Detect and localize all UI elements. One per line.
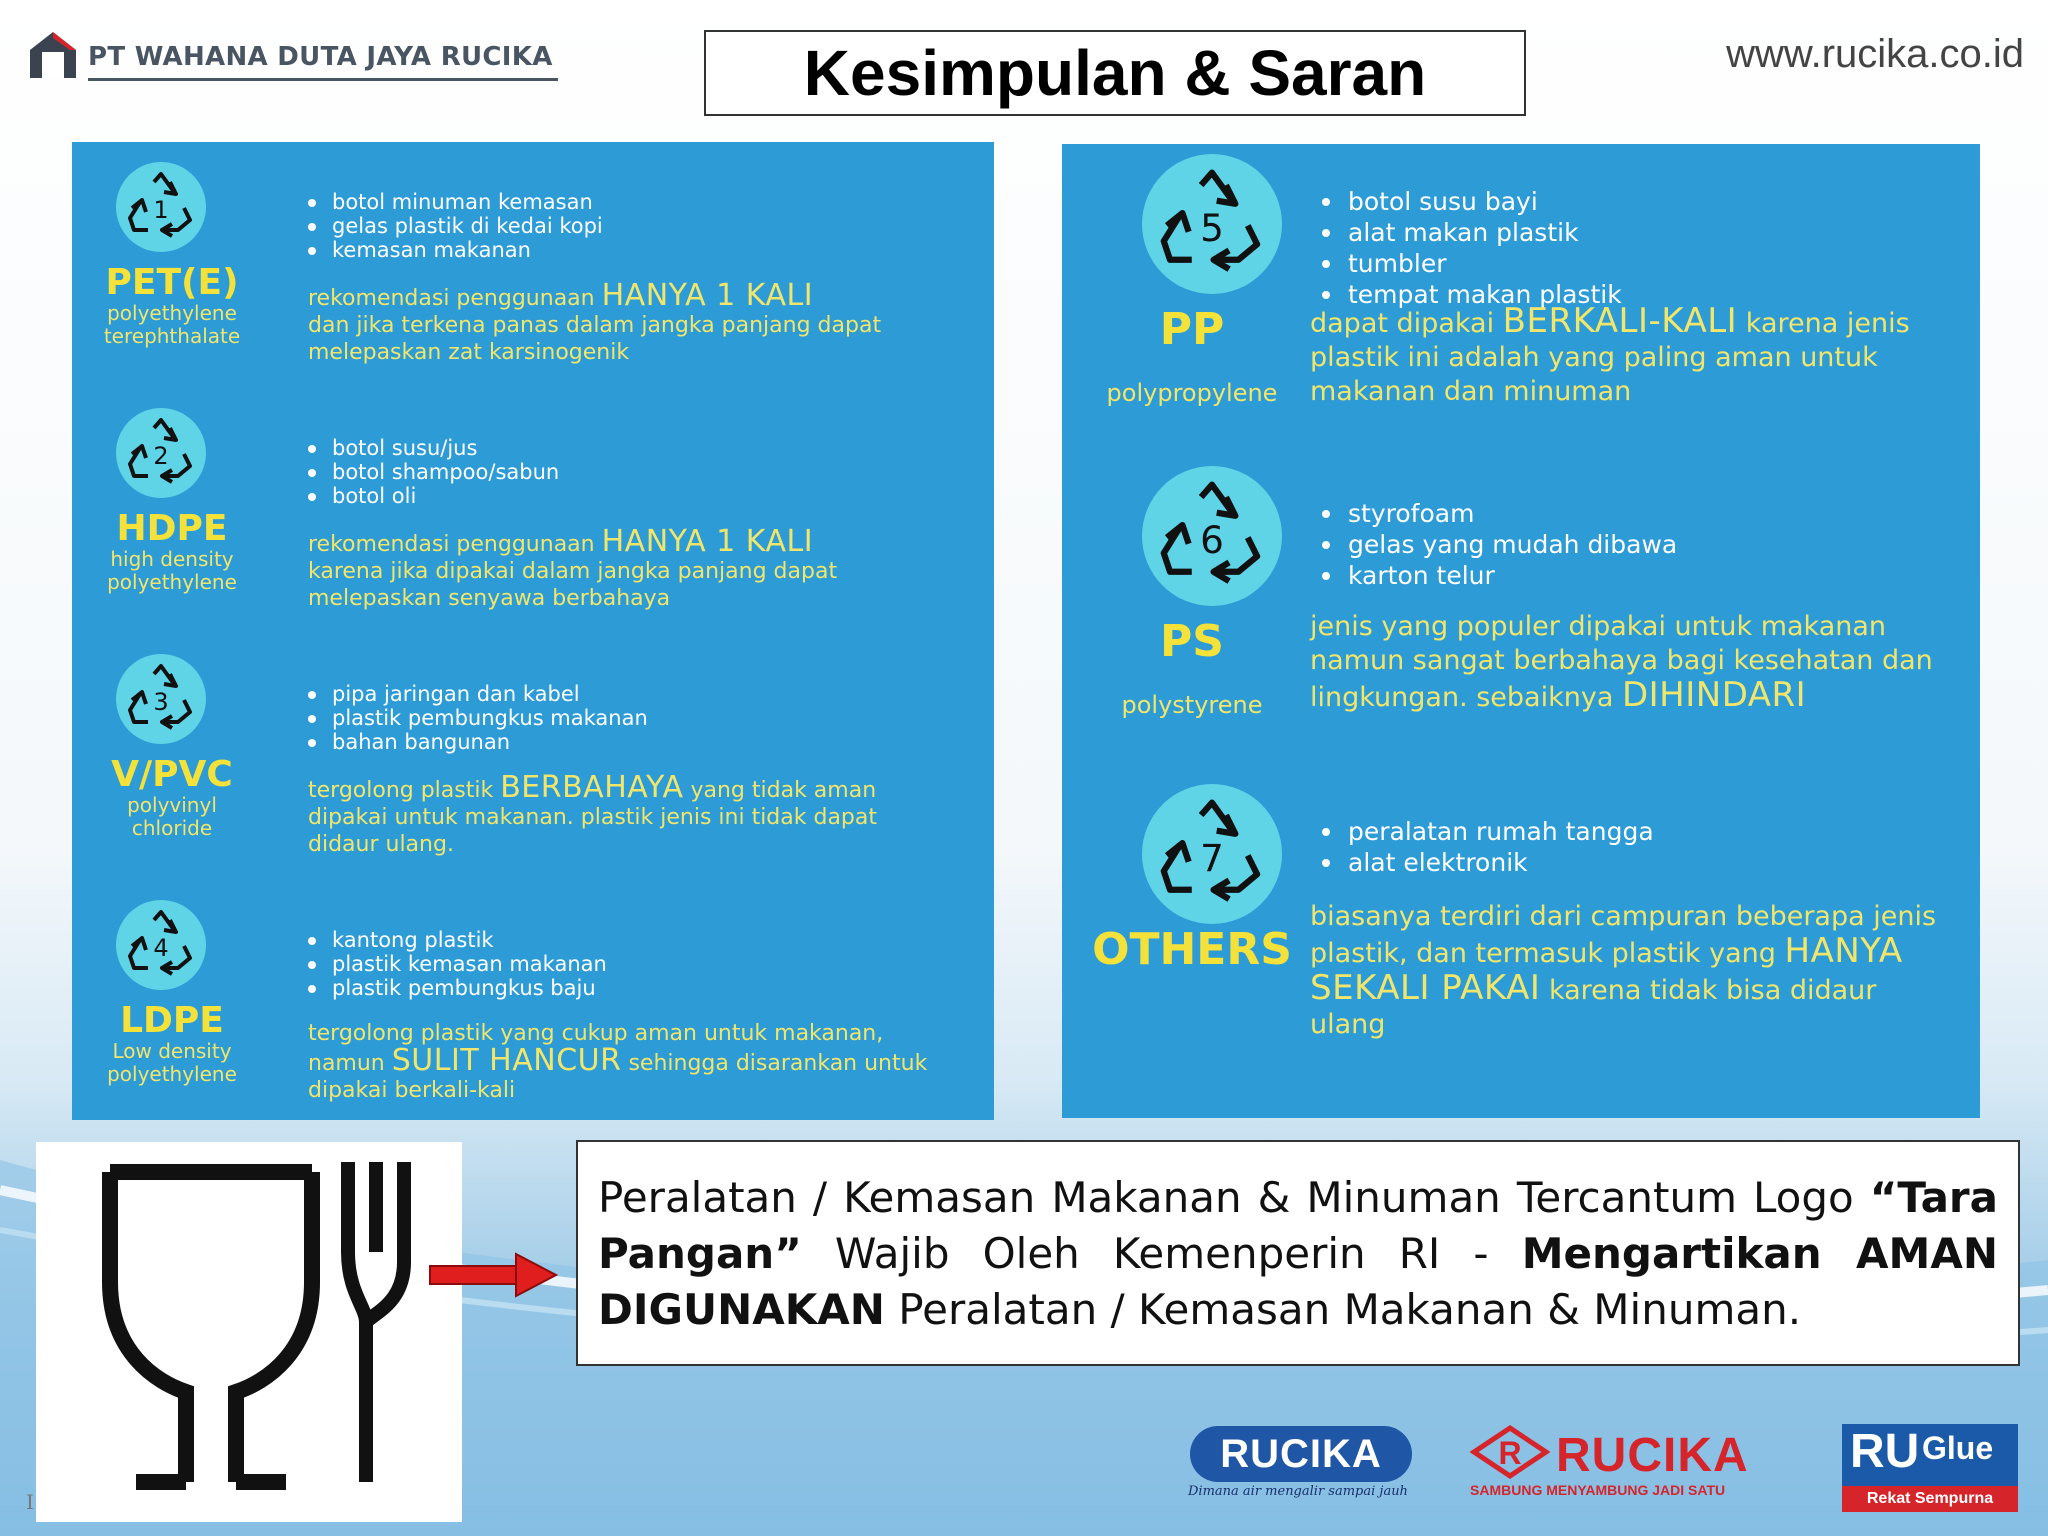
rucika-red-logo-text: RUCIKA: [1556, 1429, 1749, 1482]
company-name: PT WAHANA DUTA JAYA RUCIKA: [88, 42, 553, 72]
plastic-fullname-line: high density: [110, 547, 234, 571]
usage-item: botol oli: [304, 484, 664, 508]
recommendation-text: karena tidak bisa didaur ulang: [1310, 975, 1877, 1040]
usage-list: [1318, 816, 1918, 878]
recommendation-highlight: BERBAHAYA: [500, 770, 684, 805]
slide-title-box: [704, 30, 1526, 116]
rucika-red-r-icon: [1470, 1424, 1550, 1480]
company-underline: [88, 78, 558, 81]
recycle-triangle-icon: [1142, 784, 1282, 924]
recommendation-text: sehingga disarankan untuk dipakai berkali-kali: [308, 1051, 928, 1103]
recycle-code-badge: [1142, 784, 1282, 924]
recycle-code-badge: [116, 900, 206, 990]
conclusion-bold-2: Mengartikan AMAN DIGUNAKAN: [598, 1229, 1998, 1334]
usage-item: botol minuman kemasan: [304, 190, 664, 214]
usage-item: plastik pembungkus baju: [304, 976, 664, 1000]
recommendation-highlight: HANYA 1 KALI: [601, 278, 814, 313]
plastic-codes-panel-left: [72, 142, 994, 1120]
plastic-fullname-line: chloride: [131, 816, 213, 840]
plastic-fullname-line: terephthalate: [103, 324, 241, 348]
recommendation-text: biasanya terdiri dari campuran beberapa jenis plastik, dan termasuk plastik yang: [1310, 901, 1937, 969]
recommendation-highlight: DIHINDARI: [1621, 675, 1807, 715]
recycle-number: 3: [153, 688, 169, 716]
plastic-type-row: [1062, 144, 1980, 1118]
plastic-code: PET(E): [105, 262, 239, 303]
usage-list: [304, 928, 664, 1000]
recommendation-text: tergolong plastik yang cukup aman untuk makanan, namun: [308, 1021, 884, 1076]
plastic-codes-panel-right: [1062, 144, 1980, 1118]
recommendation-highlight: SULIT HANCUR: [391, 1043, 622, 1078]
conclusion-text-2: Wajib Oleh Kemenperin RI -: [801, 1229, 1522, 1278]
usage-item: alat elektronik: [1318, 847, 1918, 878]
usage-item: gelas yang mudah dibawa: [1318, 529, 1918, 560]
usage-item: karton telur: [1318, 560, 1918, 591]
arrow-right-icon: [428, 1252, 558, 1298]
recommendation-text: karena jika dipakai dalam jangka panjang dapat melepaskan senyawa berbahaya: [308, 559, 838, 611]
usage-item: peralatan rumah tangga: [1318, 816, 1918, 847]
recommendation-text: yang tidak aman dipakai untuk makanan. plastik jenis ini tidak dapat didaur ulang.: [308, 778, 878, 857]
slide-title: Kesimpulan & Saran: [803, 37, 1427, 109]
recommendation-text: rekomendasi penggunaan: [308, 286, 602, 311]
plastic-fullname-line: polystyrene: [1121, 691, 1263, 719]
usage-item: pipa jaringan dan kabel: [304, 682, 664, 706]
usage-item: botol susu/jus: [304, 436, 664, 460]
recycle-number: 5: [1200, 206, 1224, 251]
usage-recommendation: [1310, 900, 1950, 1042]
company-logo-icon: [26, 28, 80, 80]
usage-recommendation: [308, 1020, 948, 1104]
usage-item: plastik pembungkus makanan: [304, 706, 664, 730]
rucika-blue-tagline: Dimana air mengalir sampai jauh: [1188, 1484, 1408, 1499]
plastic-fullname: [82, 1040, 262, 1086]
conclusion-text-box: [576, 1140, 2020, 1366]
recycle-number: 7: [1200, 836, 1224, 881]
recycle-triangle-icon: [116, 900, 206, 990]
recommendation-text: rekomendasi penggunaan: [308, 532, 602, 557]
plastic-code: OTHERS: [1092, 924, 1292, 975]
recommendation-highlight: HANYA 1 KALI: [601, 524, 814, 559]
usage-item: bahan bangunan: [304, 730, 664, 754]
tara-pangan-logo: [36, 1142, 462, 1522]
usage-item: tumbler: [1318, 248, 1918, 279]
recommendation-text: jenis yang populer dipakai untuk makanan namun sangat berbahaya bagi kesehatan dan lingkungan. sebaiknya: [1310, 611, 1933, 713]
plastic-fullname-line: polyethylene: [107, 301, 237, 325]
recommendation-highlight: BERKALI-KALI: [1502, 301, 1738, 341]
recycle-number: 6: [1200, 518, 1224, 563]
plastic-fullname-line: polyethylene: [107, 570, 237, 594]
usage-item: tempat makan plastik: [1318, 279, 1918, 310]
website-url: www.rucika.co.id: [1726, 32, 2024, 76]
usage-item: botol susu bayi: [1318, 186, 1918, 217]
usage-item: botol shampoo/sabun: [304, 460, 664, 484]
usage-item: alat makan plastik: [1318, 217, 1918, 248]
recommendation-text: dan jika terkena panas dalam jangka panjang dapat melepaskan zat karsinogenik: [308, 313, 882, 365]
conclusion-paragraph: [598, 1170, 1998, 1338]
plastic-code: V/PVC: [111, 754, 233, 795]
rucika-blue-logo-text: RUCIKA: [1220, 1431, 1382, 1476]
recommendation-text: tergolong plastik: [308, 778, 501, 803]
usage-item: kemasan makanan: [304, 238, 664, 262]
ruglue-glue-text: Glue: [1922, 1430, 1994, 1466]
plastic-fullname-line: polyethylene: [107, 1062, 237, 1086]
ruglue-tagline: Rekat Sempurna: [1842, 1486, 2018, 1512]
usage-item: kantong plastik: [304, 928, 664, 952]
plastic-code: PP: [1159, 304, 1225, 355]
recycle-number: 1: [153, 196, 169, 224]
plastic-code: PS: [1160, 616, 1224, 667]
svg-text:R: R: [1498, 1435, 1522, 1471]
ruglue-ru-text: RU: [1850, 1425, 1920, 1478]
plastic-code: LDPE: [120, 1000, 224, 1041]
plastic-fullname-line: polypropylene: [1106, 379, 1278, 407]
conclusion-text-3: Peralatan / Kemasan Makanan & Minuman.: [884, 1285, 1802, 1334]
usage-item: styrofoam: [1318, 498, 1918, 529]
rucika-red-tagline: SAMBUNG MENYAMBUNG JADI SATU: [1470, 1482, 1726, 1498]
rucika-blue-logo: [1190, 1426, 1412, 1482]
corner-text: I: [26, 1490, 34, 1514]
usage-item: plastik kemasan makanan: [304, 952, 664, 976]
plastic-code: HDPE: [116, 508, 228, 549]
plastic-fullname-line: polyvinyl: [127, 793, 217, 817]
recycle-number: 2: [153, 442, 169, 470]
recommendation-highlight: HANYA SEKALI PAKAI: [1310, 931, 1903, 1008]
recommendation-text: dapat dipakai: [1310, 308, 1503, 339]
plastic-fullname-line: Low density: [112, 1039, 232, 1063]
conclusion-bold-1: “Tara Pangan”: [598, 1173, 1998, 1278]
food-safe-glass-fork-icon: [36, 1142, 462, 1522]
recycle-number: 4: [153, 934, 169, 962]
usage-item: gelas plastik di kedai kopi: [304, 214, 664, 238]
conclusion-text-1: Peralatan / Kemasan Makanan & Minuman Tercantum Logo: [598, 1173, 1870, 1222]
recommendation-text: karena jenis plastik ini adalah yang paling aman untuk makanan dan minuman: [1310, 308, 1910, 407]
plastic-type-row: [72, 142, 994, 1120]
